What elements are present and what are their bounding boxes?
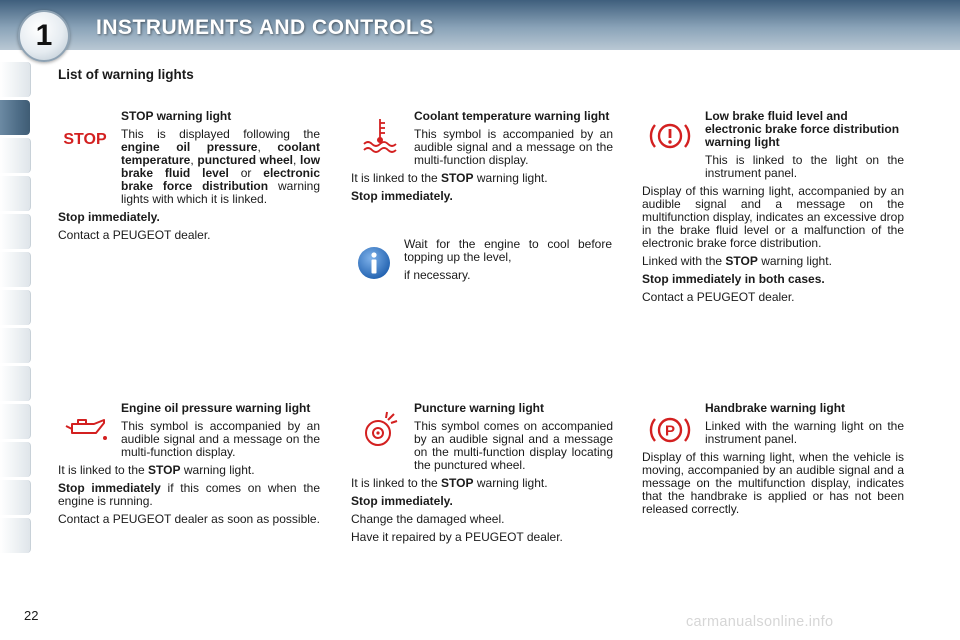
- brake-warning-description: Display of this warning light, accompanied by an audible signal and a message on the multifunction display, indicates an excessive drop in the brake fluid level or a malfunction of the electronic brake force distribution.: [642, 184, 904, 250]
- puncture-warning-link: It is linked to the STOP warning light.: [351, 476, 548, 490]
- page-number: 22: [24, 608, 39, 623]
- chapter-tabs: [0, 62, 32, 556]
- oil-warning-title: Engine oil pressure warning light: [121, 401, 311, 415]
- handbrake-warning-title: Handbrake warning light: [705, 401, 846, 415]
- watermark: carmanualsonline.info: [686, 614, 834, 630]
- puncture-warning-description: This symbol comes on accompanied by an audible signal and a message on the multi-function display locating the punctured wheel.: [414, 419, 613, 472]
- chapter-tab-active[interactable]: [0, 100, 30, 135]
- chapter-tab[interactable]: [0, 442, 31, 477]
- coolant-warning-link: It is linked to the STOP warning light.: [351, 171, 548, 185]
- stop-warning-contact: Contact a PEUGEOT dealer.: [58, 228, 211, 242]
- chapter-tab[interactable]: [0, 518, 31, 553]
- chapter-tab[interactable]: [0, 214, 31, 249]
- brake-warning-link: Linked with the STOP warning light.: [642, 254, 832, 268]
- oil-warning-action: Stop immediately if this comes on when the engine is running.: [58, 481, 320, 508]
- handbrake-warning-section: [642, 402, 904, 521]
- chapter-tab[interactable]: [0, 328, 31, 363]
- oil-warning-link: It is linked to the STOP warning light.: [58, 463, 255, 477]
- oil-warning-description: This symbol is accompanied by an audible signal and a message on the multi-function display.: [121, 419, 320, 459]
- brake-warning-title: Low brake fluid level and electronic brake force distribution warning light: [705, 109, 900, 149]
- chapter-tab[interactable]: [0, 176, 31, 211]
- stop-warning-title: STOP warning light: [121, 109, 232, 123]
- puncture-warning-change: Change the damaged wheel.: [351, 512, 505, 526]
- svg-text:P: P: [664, 422, 676, 440]
- header-title: INSTRUMENTS AND CONTROLS: [96, 16, 434, 39]
- brake-warning-contact: Contact a PEUGEOT dealer.: [642, 290, 795, 304]
- chapter-tab[interactable]: [0, 290, 31, 325]
- coolant-info-text: Wait for the engine to cool before topping up the level,: [404, 237, 612, 264]
- coolant-info-note: [404, 238, 612, 287]
- chapter-tab[interactable]: [0, 62, 31, 97]
- stop-icon-text: STOP: [63, 131, 107, 148]
- coolant-warning-section: [351, 110, 613, 208]
- stop-warning-section: [58, 110, 320, 247]
- puncture-warning-title: Puncture warning light: [414, 401, 545, 415]
- brake-warning-link-panel: This is linked to the light on the instrument panel.: [705, 153, 904, 180]
- brake-warning-action: Stop immediately in both cases.: [642, 272, 825, 286]
- coolant-info-text-2: if necessary.: [404, 268, 471, 282]
- handbrake-warning-description: Display of this warning light, when the vehicle is moving, accompanied by an audible signal and a message on the multifunction display, indicates that the handbrake is applied or has not been released correctly.: [642, 450, 904, 516]
- coolant-warning-title: Coolant temperature warning light: [414, 109, 610, 123]
- stop-warning-action: Stop immediately.: [58, 210, 160, 224]
- chapter-tab[interactable]: [0, 404, 31, 439]
- info-icon: [356, 245, 392, 281]
- puncture-warning-repair: Have it repaired by a PEUGEOT dealer.: [351, 530, 563, 544]
- puncture-warning-section: [351, 402, 613, 549]
- brake-warning-section: [642, 110, 904, 309]
- oil-warning-contact: Contact a PEUGEOT dealer as soon as possible.: [58, 512, 320, 526]
- section-title: List of warning lights: [58, 67, 194, 82]
- oil-warning-section: [58, 402, 320, 531]
- puncture-warning-action: Stop immediately.: [351, 494, 453, 508]
- coolant-warning-description: This symbol is accompanied by an audible signal and a message on the multi-function display.: [414, 127, 613, 167]
- coolant-warning-action: Stop immediately.: [351, 189, 453, 203]
- chapter-tab[interactable]: [0, 252, 31, 287]
- stop-warning-description: This is displayed following the engine oil pressure, coolant temperature, punctured wheel, low brake fluid level or electronic brake force distribution warning lights with which it is linked.: [121, 127, 321, 206]
- chapter-badge: 1: [18, 10, 70, 62]
- chapter-tab[interactable]: [0, 366, 31, 401]
- chapter-tab[interactable]: [0, 480, 31, 515]
- chapter-tab[interactable]: [0, 138, 31, 173]
- handbrake-warning-link: Linked with the warning light on the instrument panel.: [705, 419, 904, 446]
